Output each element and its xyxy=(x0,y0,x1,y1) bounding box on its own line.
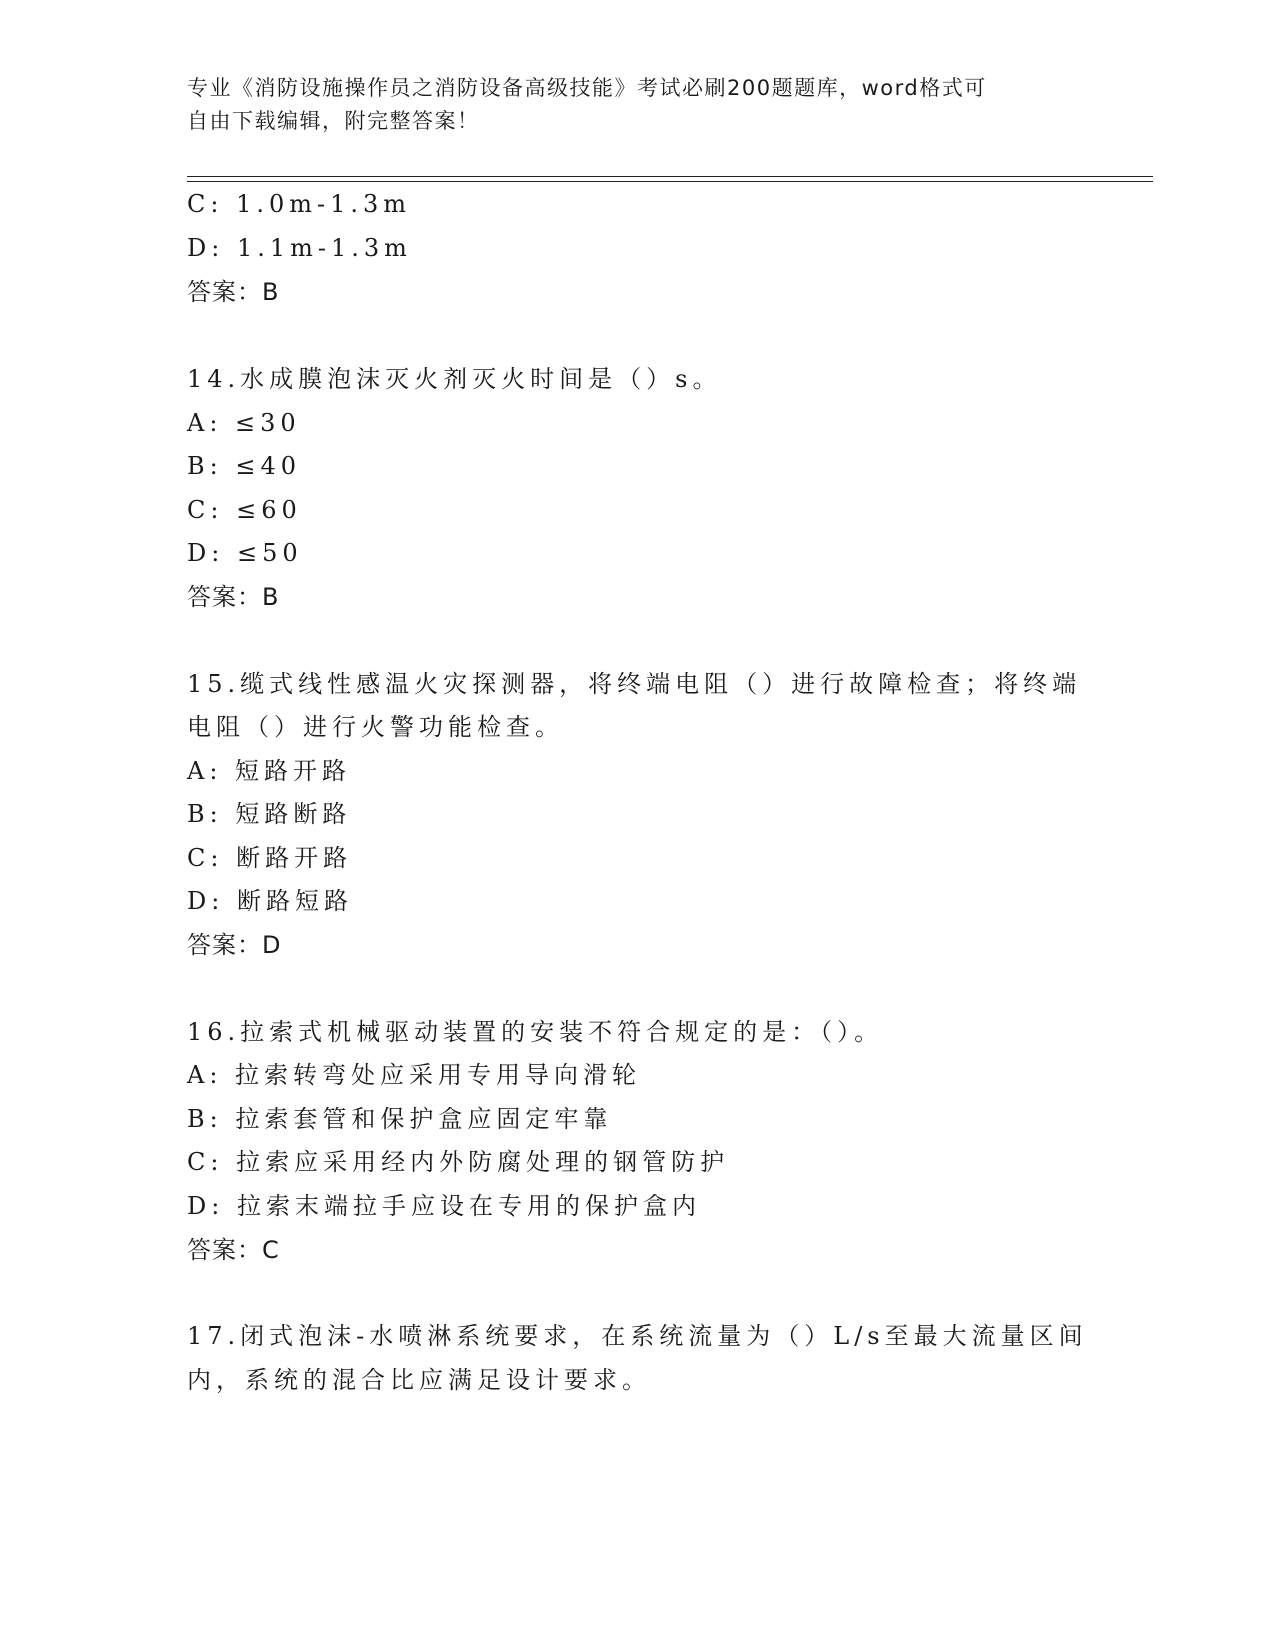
option-a: A: 拉索转弯处应采用专用导向滑轮 xyxy=(187,1061,642,1089)
answer: 答案：C xyxy=(187,1236,280,1264)
answer: 答案：D xyxy=(187,931,282,959)
option-a: A: 短路开路 xyxy=(187,757,352,785)
question-stem: 15.缆式线性感温火灾探测器，将终端电阻（）进行故障检查；将终端 xyxy=(187,670,1082,698)
question-stem: 14.水成膜泡沫灭火剂灭火时间是（）s。 xyxy=(187,365,722,393)
option-b: B: ≤40 xyxy=(187,452,301,480)
answer: 答案：B xyxy=(187,583,280,611)
header-line-2: 自由下载编辑，附完整答案！ xyxy=(187,109,480,133)
option-c: C: ≤60 xyxy=(187,496,302,524)
option-d: D: ≤50 xyxy=(187,539,303,567)
option-c: C: 1.0m-1.3m xyxy=(187,190,412,218)
answer: 答案：B xyxy=(187,278,280,306)
question-stem: 17.闭式泡沫-水喷淋系统要求，在系统流量为（）L/s至最大流量区间 xyxy=(187,1322,1088,1350)
option-d: D: 1.1m-1.3m xyxy=(187,234,412,262)
question-stem-continued: 内，系统的混合比应满足设计要求。 xyxy=(187,1366,651,1394)
header-line-1: 专业《消防设施操作员之消防设备高级技能》考试必刷200题题库，word格式可 xyxy=(187,76,987,100)
question-stem-continued: 电阻（）进行火警功能检查。 xyxy=(187,713,564,741)
option-b: B: 拉索套管和保护盒应固定牢靠 xyxy=(187,1105,613,1133)
option-a: A: ≤30 xyxy=(187,409,301,437)
header-divider-bottom xyxy=(187,181,1153,182)
header-divider-top xyxy=(187,176,1153,177)
option-b: B: 短路断路 xyxy=(187,800,352,828)
option-d: D: 拉索末端拉手应设在专用的保护盒内 xyxy=(187,1192,701,1220)
option-c: C: 拉索应采用经内外防腐处理的钢管防护 xyxy=(187,1148,730,1176)
option-d: D: 断路短路 xyxy=(187,887,353,915)
question-stem: 16.拉索式机械驱动装置的安装不符合规定的是：（）。 xyxy=(187,1018,884,1046)
document-header xyxy=(187,72,1067,138)
option-c: C: 断路开路 xyxy=(187,844,353,872)
